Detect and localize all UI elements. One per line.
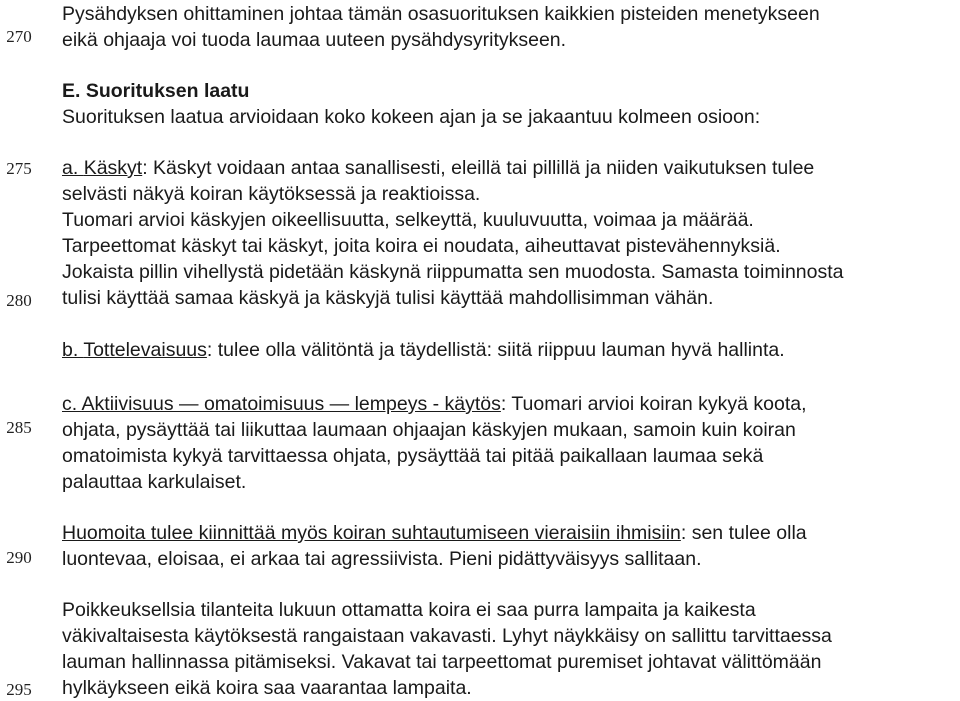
poikkeus-line: Poikkeuksellsia tilanteita lukuun ottamatta koira ei saa purra lampaita ja kaikesta: [62, 599, 756, 621]
huomio-text: : sen tulee olla: [680, 522, 807, 544]
kaskyt-text: : Käskyt voidaan antaa sanallisesti, eleillä tai pillillä ja niiden vaikutuksen tulee: [142, 157, 815, 179]
kaskyt-line: Tuomari arvioi käskyjen oikeellisuutta, selkeyttä, kuuluvuutta, voimaa ja määrää.: [62, 209, 754, 231]
kaskyt-term: Käskyt: [83, 157, 143, 179]
tottelevaisuus-line: [62, 337, 785, 363]
tottelevaisuus-term: Tottelevaisuus: [83, 339, 207, 361]
poikkeus-line: lauman hallinnassa pitämiseksi. Vakavat tai tarpeettomat puremiset johtavat välittömään: [62, 651, 822, 673]
kaskyt-line: Tarpeettomat käskyt tai käskyt, joita koira ei noudata, aiheuttavat pistevähennyksiä.: [62, 235, 781, 257]
line-number: 295: [6, 680, 32, 699]
aktiivisuus-term: Aktiivisuus — omatoimisuus — lempeys - käytös: [81, 393, 501, 415]
tottelevaisuus-prefix: b.: [62, 339, 84, 361]
huomio-line: luontevaa, eloisaa, ei arkaa tai agressiivista. Pieni pidättyväisyys sallitaan.: [62, 548, 702, 570]
kaskyt-line: tulisi käyttää samaa käskyä ja käskyjä tulisi käyttää mahdollisimman vähän.: [62, 287, 714, 309]
aktiivisuus-line: palauttaa karkulaiset.: [62, 471, 247, 493]
tottelevaisuus-text: : tulee olla välitöntä ja täydellistä: siitä riippuu lauman hyvä hallinta.: [206, 339, 785, 361]
line-number: 270: [6, 27, 32, 46]
intro-line: Pysähdyksen ohittaminen johtaa tämän osasuorituksen kaikkien pisteiden menetykseen: [62, 3, 820, 25]
aktiivisuus-line: omatoimista kykyä tarvittaessa ohjata, pysäyttää tai pitää paikallaan laumaa sekä: [62, 445, 764, 467]
intro-line: eikä ohjaaja voi tuoda laumaa uuteen pysähdysyritykseen.: [62, 29, 567, 51]
aktiivisuus-line: ohjata, pysäyttää tai liikuttaa laumaan ohjaajan käskyjen mukaan, samoin kuin koiran: [62, 419, 796, 441]
line-number: 280: [6, 291, 32, 310]
kaskyt-line: selvästi näkyä koiran käytöksessä ja reaktioissa.: [62, 183, 481, 205]
aktiivisuus-text: : Tuomari arvioi koiran kykyä koota,: [500, 393, 807, 415]
aktiivisuus-prefix: c.: [62, 393, 82, 415]
line-number: 285: [6, 418, 32, 437]
kaskyt-line: Jokaista pillin vihellystä pidetään käskynä riippumatta sen muodosta. Samasta toiminnosta: [62, 261, 844, 283]
line-number: 290: [6, 548, 32, 567]
aktiivisuus-line: [62, 391, 807, 417]
kaskyt-prefix: a.: [62, 157, 84, 179]
section-subtitle: Suorituksen laatua arvioidaan koko kokeen ajan ja se jakaantuu kolmeen osioon:: [62, 106, 761, 128]
line-number: 275: [6, 159, 32, 178]
poikkeus-line: hylkäykseen eikä koira saa vaarantaa lampaita.: [62, 677, 472, 699]
section-heading: E. Suorituksen laatu: [62, 80, 250, 102]
kaskyt-line: [62, 155, 814, 181]
huomio-line: [62, 520, 807, 546]
poikkeus-line: väkivaltaisesta käytöksestä rangaistaan vakavasti. Lyhyt näykkäisy on sallittu tarvittaessa: [62, 625, 832, 647]
huomio-term: Huomoita tulee kiinnittää myös koiran suhtautumiseen vieraisiin ihmisiin: [62, 522, 681, 544]
